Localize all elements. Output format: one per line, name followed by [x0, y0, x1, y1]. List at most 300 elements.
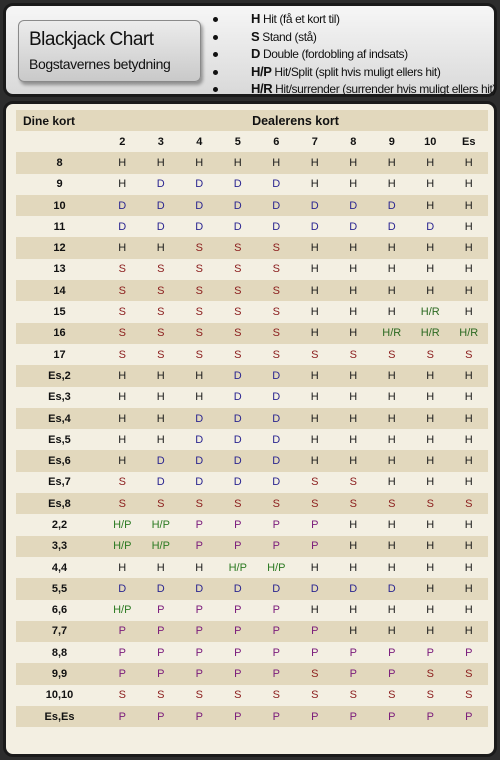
- action-cell: P: [180, 514, 219, 535]
- table-row: [16, 663, 488, 684]
- legend-item: [213, 80, 496, 98]
- action-cell: D: [373, 216, 412, 237]
- action-cell: P: [180, 642, 219, 663]
- action-cell: S: [103, 344, 142, 365]
- action-cell: D: [334, 216, 373, 237]
- action-cell: H: [142, 408, 181, 429]
- action-cell: S: [180, 323, 219, 344]
- table-row: [16, 621, 488, 642]
- action-cell: H: [411, 600, 450, 621]
- action-cell: H: [296, 557, 335, 578]
- action-cell: S: [142, 259, 181, 280]
- hand-label: 8,8: [16, 642, 103, 663]
- action-cell: D: [219, 450, 258, 471]
- action-cell: H: [142, 387, 181, 408]
- legend-code: D: [251, 46, 260, 61]
- action-cell: S: [373, 493, 412, 514]
- action-cell: P: [180, 621, 219, 642]
- action-cell: P: [296, 642, 335, 663]
- action-cell: P: [219, 536, 258, 557]
- action-cell: H: [411, 195, 450, 216]
- action-cell: H: [450, 387, 489, 408]
- action-cell: P: [296, 706, 335, 727]
- table-row: [16, 301, 488, 322]
- action-cell: S: [450, 685, 489, 706]
- action-cell: H: [103, 152, 142, 173]
- action-cell: D: [257, 365, 296, 386]
- action-cell: D: [257, 195, 296, 216]
- action-cell: S: [373, 685, 412, 706]
- action-cell: H: [334, 237, 373, 258]
- action-cell: P: [180, 706, 219, 727]
- action-cell: H: [450, 557, 489, 578]
- hand-label: 6,6: [16, 600, 103, 621]
- table-row: [16, 557, 488, 578]
- table-row: [16, 174, 488, 195]
- action-cell: H/P: [219, 557, 258, 578]
- action-cell: S: [334, 493, 373, 514]
- legend-item: [213, 63, 496, 81]
- dealer-column-header: 7: [296, 131, 335, 152]
- action-cell: P: [219, 642, 258, 663]
- table-row: [16, 706, 488, 727]
- page-title: Blackjack Chart: [29, 29, 154, 50]
- hand-label: 3,3: [16, 536, 103, 557]
- action-cell: H: [334, 408, 373, 429]
- hand-label: 16: [16, 323, 103, 344]
- action-cell: H: [334, 514, 373, 535]
- legend-text: Hit/surrender (surrender hvis muligt ellers hit): [275, 82, 497, 96]
- action-cell: S: [219, 323, 258, 344]
- action-cell: D: [257, 429, 296, 450]
- action-cell: S: [257, 323, 296, 344]
- action-cell: H: [411, 557, 450, 578]
- action-cell: H: [373, 259, 412, 280]
- action-cell: H: [373, 365, 412, 386]
- action-cell: H: [411, 408, 450, 429]
- action-cell: H: [334, 323, 373, 344]
- action-cell: S: [180, 301, 219, 322]
- action-cell: H: [373, 280, 412, 301]
- table-row: [16, 216, 488, 237]
- dealer-column-header: 4: [180, 131, 219, 152]
- bullet-icon: [213, 17, 218, 22]
- action-cell: D: [142, 450, 181, 471]
- action-cell: P: [450, 706, 489, 727]
- legend-text: Double (fordobling af indsats): [262, 47, 408, 61]
- action-cell: H: [373, 237, 412, 258]
- table-row: [16, 280, 488, 301]
- action-cell: P: [257, 706, 296, 727]
- dealer-column-header: 3: [142, 131, 181, 152]
- hand-label: 11: [16, 216, 103, 237]
- hand-label: 2,2: [16, 514, 103, 535]
- action-cell: H: [373, 536, 412, 557]
- action-cell: D: [219, 216, 258, 237]
- action-cell: P: [219, 600, 258, 621]
- action-cell: D: [219, 195, 258, 216]
- action-cell: S: [257, 237, 296, 258]
- table-row: [16, 450, 488, 471]
- action-cell: P: [373, 642, 412, 663]
- action-cell: S: [180, 237, 219, 258]
- action-cell: H: [373, 472, 412, 493]
- action-cell: H: [334, 429, 373, 450]
- action-cell: S: [103, 301, 142, 322]
- table-body: [16, 152, 488, 727]
- strategy-table: [16, 110, 488, 727]
- action-cell: D: [334, 578, 373, 599]
- action-cell: P: [142, 706, 181, 727]
- action-cell: P: [142, 663, 181, 684]
- action-cell: H: [334, 280, 373, 301]
- action-cell: S: [103, 493, 142, 514]
- action-cell: P: [450, 642, 489, 663]
- hand-label: Es,5: [16, 429, 103, 450]
- hand-label: 10: [16, 195, 103, 216]
- action-cell: H: [296, 408, 335, 429]
- action-cell: H: [373, 429, 412, 450]
- action-cell: H: [450, 600, 489, 621]
- action-cell: S: [257, 259, 296, 280]
- action-cell: H: [334, 621, 373, 642]
- action-cell: D: [142, 578, 181, 599]
- action-cell: S: [219, 259, 258, 280]
- table-row: [16, 578, 488, 599]
- hand-label: 4,4: [16, 557, 103, 578]
- dealer-column-header: 2: [103, 131, 142, 152]
- legend-text: Hit (få et kort til): [262, 12, 340, 26]
- dealer-column-header: 10: [411, 131, 450, 152]
- action-cell: H: [296, 152, 335, 173]
- action-cell: H: [142, 365, 181, 386]
- action-cell: S: [257, 301, 296, 322]
- action-cell: H: [373, 600, 412, 621]
- action-cell: H: [373, 450, 412, 471]
- dealer-column-header: 6: [257, 131, 296, 152]
- action-cell: P: [334, 663, 373, 684]
- legend-list: [213, 10, 496, 98]
- action-cell: H/P: [257, 557, 296, 578]
- dealer-cards-header: Dealerens kort: [103, 110, 488, 131]
- action-cell: S: [334, 344, 373, 365]
- action-cell: P: [296, 514, 335, 535]
- action-cell: H: [411, 152, 450, 173]
- legend-code: H/P: [251, 63, 272, 79]
- action-cell: H: [411, 387, 450, 408]
- action-cell: D: [296, 216, 335, 237]
- action-cell: P: [296, 621, 335, 642]
- action-cell: D: [296, 195, 335, 216]
- hand-label: 14: [16, 280, 103, 301]
- action-cell: D: [257, 472, 296, 493]
- action-cell: H/P: [103, 536, 142, 557]
- action-cell: H: [180, 365, 219, 386]
- action-cell: H: [450, 237, 489, 258]
- action-cell: S: [257, 280, 296, 301]
- action-cell: H: [450, 365, 489, 386]
- action-cell: H: [450, 152, 489, 173]
- action-cell: H: [296, 600, 335, 621]
- action-cell: P: [257, 642, 296, 663]
- action-cell: D: [373, 578, 412, 599]
- action-cell: P: [142, 600, 181, 621]
- dealer-column-header: 9: [373, 131, 412, 152]
- hand-label: 13: [16, 259, 103, 280]
- action-cell: S: [257, 493, 296, 514]
- action-cell: S: [103, 323, 142, 344]
- action-cell: S: [296, 663, 335, 684]
- action-cell: P: [219, 663, 258, 684]
- action-cell: S: [180, 259, 219, 280]
- action-cell: H: [142, 237, 181, 258]
- action-cell: D: [219, 429, 258, 450]
- action-cell: S: [257, 344, 296, 365]
- table-row: [16, 365, 488, 386]
- action-cell: H: [411, 280, 450, 301]
- hand-label: 9: [16, 174, 103, 195]
- action-cell: H: [450, 536, 489, 557]
- action-cell: S: [180, 280, 219, 301]
- table-row: [16, 685, 488, 706]
- action-cell: H: [257, 152, 296, 173]
- action-cell: H: [411, 429, 450, 450]
- action-cell: S: [219, 493, 258, 514]
- hand-label: Es,4: [16, 408, 103, 429]
- action-cell: H: [334, 152, 373, 173]
- hand-label: 7,7: [16, 621, 103, 642]
- action-cell: P: [257, 663, 296, 684]
- table-row: [16, 152, 488, 173]
- action-cell: S: [411, 663, 450, 684]
- action-cell: H: [296, 323, 335, 344]
- hand-label: Es,7: [16, 472, 103, 493]
- hand-label: Es,Es: [16, 706, 103, 727]
- action-cell: S: [103, 280, 142, 301]
- action-cell: H: [373, 387, 412, 408]
- action-cell: S: [219, 280, 258, 301]
- action-cell: D: [219, 408, 258, 429]
- action-cell: H: [334, 301, 373, 322]
- action-cell: H/R: [411, 301, 450, 322]
- action-cell: D: [180, 216, 219, 237]
- action-cell: P: [219, 514, 258, 535]
- action-cell: S: [296, 344, 335, 365]
- action-cell: D: [373, 195, 412, 216]
- hand-label: 8: [16, 152, 103, 173]
- action-cell: D: [219, 472, 258, 493]
- action-cell: D: [180, 429, 219, 450]
- hand-label: Es,2: [16, 365, 103, 386]
- action-cell: S: [411, 493, 450, 514]
- legend-item: [213, 10, 496, 28]
- action-cell: P: [296, 536, 335, 557]
- action-cell: S: [219, 344, 258, 365]
- legend-code: H: [251, 11, 260, 26]
- action-cell: H: [103, 237, 142, 258]
- action-cell: D: [257, 174, 296, 195]
- action-cell: S: [180, 685, 219, 706]
- action-cell: D: [296, 578, 335, 599]
- action-cell: H: [296, 280, 335, 301]
- action-cell: S: [142, 344, 181, 365]
- action-cell: H: [450, 429, 489, 450]
- action-cell: H: [373, 152, 412, 173]
- action-cell: S: [411, 344, 450, 365]
- table-row: [16, 408, 488, 429]
- table-row: [16, 195, 488, 216]
- action-cell: H/P: [103, 514, 142, 535]
- table-row: [16, 429, 488, 450]
- action-cell: H: [411, 365, 450, 386]
- table-row: [16, 387, 488, 408]
- action-cell: P: [411, 706, 450, 727]
- hand-label: 10,10: [16, 685, 103, 706]
- action-cell: P: [142, 642, 181, 663]
- action-cell: H: [296, 301, 335, 322]
- action-cell: H: [411, 259, 450, 280]
- action-cell: P: [219, 621, 258, 642]
- action-cell: S: [334, 472, 373, 493]
- dealer-columns-row: [16, 131, 488, 152]
- action-cell: D: [180, 195, 219, 216]
- action-cell: H: [334, 174, 373, 195]
- hand-label: 12: [16, 237, 103, 258]
- action-cell: H: [142, 557, 181, 578]
- legend-code: H/R: [251, 81, 273, 96]
- action-cell: H: [103, 429, 142, 450]
- table-header-row: [16, 110, 488, 131]
- action-cell: H: [103, 174, 142, 195]
- action-cell: H: [373, 408, 412, 429]
- action-cell: H: [411, 237, 450, 258]
- action-cell: P: [219, 706, 258, 727]
- action-cell: H: [103, 450, 142, 471]
- action-cell: H: [334, 259, 373, 280]
- table-row: [16, 259, 488, 280]
- action-cell: P: [334, 642, 373, 663]
- action-cell: H: [296, 174, 335, 195]
- action-cell: D: [219, 578, 258, 599]
- action-cell: S: [142, 280, 181, 301]
- action-cell: S: [219, 685, 258, 706]
- action-cell: S: [103, 685, 142, 706]
- action-cell: P: [180, 600, 219, 621]
- table-row: [16, 472, 488, 493]
- action-cell: H: [373, 557, 412, 578]
- corner-cell: [16, 131, 103, 152]
- action-cell: H/P: [142, 536, 181, 557]
- action-cell: H: [334, 387, 373, 408]
- action-cell: S: [103, 472, 142, 493]
- action-cell: H: [142, 152, 181, 173]
- dealer-column-header: 8: [334, 131, 373, 152]
- action-cell: H: [180, 152, 219, 173]
- hand-label: 15: [16, 301, 103, 322]
- action-cell: P: [257, 536, 296, 557]
- action-cell: H: [373, 174, 412, 195]
- action-cell: H: [450, 174, 489, 195]
- action-cell: H: [450, 259, 489, 280]
- action-cell: D: [257, 450, 296, 471]
- action-cell: D: [180, 450, 219, 471]
- action-cell: S: [334, 685, 373, 706]
- action-cell: H: [296, 387, 335, 408]
- action-cell: H: [450, 195, 489, 216]
- action-cell: S: [296, 685, 335, 706]
- action-cell: H: [411, 621, 450, 642]
- action-cell: H: [411, 514, 450, 535]
- page-subtitle: Bogstavernes betydning: [29, 56, 171, 72]
- action-cell: H: [411, 536, 450, 557]
- action-cell: D: [142, 195, 181, 216]
- hand-label: Es,3: [16, 387, 103, 408]
- action-cell: P: [257, 600, 296, 621]
- action-cell: S: [450, 493, 489, 514]
- legend-text: Hit/Split (split hvis muligt ellers hit): [274, 64, 441, 79]
- action-cell: H/P: [103, 600, 142, 621]
- action-cell: P: [142, 621, 181, 642]
- action-cell: P: [103, 706, 142, 727]
- bullet-icon: [213, 52, 218, 57]
- action-cell: P: [103, 642, 142, 663]
- action-cell: S: [142, 493, 181, 514]
- action-cell: H: [450, 408, 489, 429]
- action-cell: D: [334, 195, 373, 216]
- action-cell: D: [180, 174, 219, 195]
- action-cell: H: [334, 450, 373, 471]
- action-cell: D: [257, 408, 296, 429]
- action-cell: P: [103, 663, 142, 684]
- action-cell: H: [334, 557, 373, 578]
- action-cell: D: [411, 216, 450, 237]
- action-cell: S: [450, 344, 489, 365]
- action-cell: D: [142, 472, 181, 493]
- action-cell: D: [257, 387, 296, 408]
- action-cell: H: [373, 301, 412, 322]
- title-box: [18, 20, 201, 82]
- action-cell: P: [180, 663, 219, 684]
- table-row: [16, 514, 488, 535]
- action-cell: D: [103, 195, 142, 216]
- legend-item: [213, 28, 496, 46]
- bullet-icon: [213, 35, 218, 40]
- hand-label: 17: [16, 344, 103, 365]
- action-cell: D: [103, 216, 142, 237]
- hand-label: Es,6: [16, 450, 103, 471]
- action-cell: S: [103, 259, 142, 280]
- action-cell: H: [450, 578, 489, 599]
- action-cell: S: [450, 663, 489, 684]
- chart-header: [3, 3, 497, 97]
- strategy-panel: [3, 101, 497, 757]
- action-cell: S: [180, 344, 219, 365]
- action-cell: D: [219, 387, 258, 408]
- action-cell: H/P: [142, 514, 181, 535]
- table-row: [16, 536, 488, 557]
- action-cell: H: [103, 365, 142, 386]
- action-cell: P: [411, 642, 450, 663]
- action-cell: S: [180, 493, 219, 514]
- action-cell: P: [180, 536, 219, 557]
- action-cell: S: [142, 323, 181, 344]
- action-cell: S: [373, 344, 412, 365]
- action-cell: H/R: [373, 323, 412, 344]
- action-cell: H/R: [450, 323, 489, 344]
- action-cell: S: [296, 493, 335, 514]
- action-cell: H: [450, 621, 489, 642]
- action-cell: S: [219, 237, 258, 258]
